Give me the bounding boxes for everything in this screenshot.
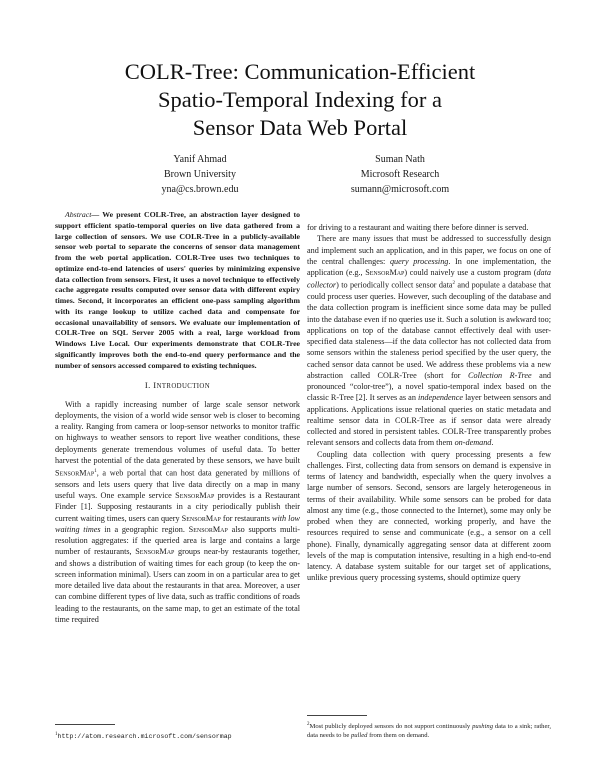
footnote-rule-right xyxy=(307,715,367,716)
intro-paragraph-1: With a rapidly increasing number of large scale sensor network deployments, the vision of a world wide sensor web is closer to becoming a reality. Ranging from camera or loop-sensor networks to monitor traffic on highways to weather sensors to report live weather conditions, these deployments generate tremendous volumes of useful data. To better harvest the potential of the data generated by these sensors, we have built SensorMap$^1$, a web portal that can host data generated by millions of sensors and lets users query that live data directly on a map in many useful ways. One example service SensorMap provides is a Restaurant Finder [1]. Supposing restaurants in a city periodically publish their current waiting times, users can query SensorMap for restaurants with low waiting times in a geographic region. SensorMap also supports multi-resolution aggregates: if the queried area is large and contains a large number of restaurants, SensorMap groups near-by restaurants together, and shows a distribution of waiting times for each group (to keep the on-screen information minimal). Users can zoom in on a particular area to get more detailed live data about the restaurants in that area. Moreover, a user can combine different types of live data, such as traffic conditions of roads leading to the restaurants, on the same map, to get an estimate of the total time required xyxy=(55,399,301,624)
footnote-1-url: http://atom.research.microsoft.com/sensormap xyxy=(57,733,232,741)
author-name: Yanif Ahmad xyxy=(173,154,227,165)
footnote-rule-left xyxy=(55,724,115,725)
author-block-1 xyxy=(100,152,300,197)
footnote-ref-2: 2 xyxy=(452,281,456,287)
intro-paragraph-3: Coupling data collection with query processing presents a few challenges. First, collecting data from sensors on demand is expensive in terms of latency and bandwidth, especially when the query involves a large number of sensors. Second, sensors are largely heterogeneous in terms of their availability. While some sensors can be probed for data almost any time (e.g., those connected to the Internet), some may only be probed when they are connected, working properly, and have the resources required to sense and communicate (e.g., a sensor on a cell phone). Finally, dynamically aggregating sensor data at different zoom levels of the map is computation intensive, resulting in a high end-to-end latency. A database system suitable for our target set of applications, unlike previous query processing systems, should optimize query xyxy=(307,449,551,583)
intro-paragraph-2: There are many issues that must be addressed to successfully design and implement such an application, and in this paper, we focus on one of the central challenges: query processing. In one implementation, the application (e.g., SensorMap) could naively use a custom program (data collector) to periodically collect sensor data$^2$ and populate a database that could process user queries. However, such decoupling of the database and the data collection program is inefficient since some data may be pulled into the database even if no queries use it. Such a solution is awkward too; applications on top of the database cannot effectively deal with user-specified data staleness—if the data collector has not collected data from some sensors within the staleness period specified by the user query, the cached sensor data cannot be used. We address these problems via a new abstraction called COLR-Tree (short for Collection R-Tree and pronounced “color-tree”), a novel spatio-temporal index based on the classic R-Tree [2]. It serves as an independence layer between sensors and applications. Applications issue relational queries on static metadata and realtime sensor data in COLR-Tree as if sensor data were already collected and stored in persistent tables. COLR-Tree transparently probes relevant sensors and collects data from them on-demand. xyxy=(307,234,552,448)
intro-paragraph-1-continued: for driving to a restaurant and waiting there before dinner is served. xyxy=(307,223,529,232)
author-affiliation: Microsoft Research xyxy=(360,169,440,180)
section-heading-introduction: I. INTRODUCTION xyxy=(144,380,211,391)
footnote-2: $^2$Most publicly deployed sensors do not support continuously pushing data to a sink; rather, data needs to be pulled from them on demand. xyxy=(307,722,551,740)
title-line-3: Sensor Data Web Portal xyxy=(192,115,408,140)
abstract xyxy=(55,210,300,371)
author-email: sumann@microsoft.com xyxy=(350,184,450,195)
footnote-1: $^1$http://atom.research.microsoft.com/sensormap xyxy=(55,732,232,741)
title-line-2: Spatio-Temporal Indexing for a xyxy=(158,87,442,112)
author-name: Suman Nath xyxy=(375,154,425,165)
abstract-lead: Abstract xyxy=(65,210,92,219)
abstract-text: — We present COLR-Tree, an abstraction layer designed to support efficient spatio-temporal queries on live data gathered from a large collection of sensors. We use COLR-Tree in a publicly-available sensor web portal to separate the concerns of sensor data management from the web portal application. COLR-Tree uses two techniques to optimize end-to-end latencies of users' queries by minimizing expensive data collection from sensors. First, it uses a novel technique to effectively cache aggregate results computed over sensor data with different expiry times. Second, it incorporates an efficient one-pass sampling algorithm with its range lookup to utilize cached data and compensate for occasional unavailability of sensors. We evaluate our implementation of COLR-Tree on SQL Server 2005 with a real, large workload from Windows Live Local. Our experiments demonstrate that COLR-Tree significantly improves both the end-to-end query performance and the number of sensors accessed compared to existing techniques. xyxy=(55,210,300,370)
author-block-2 xyxy=(300,152,500,197)
footnote-ref-1: 1 xyxy=(94,469,97,474)
title-line-1: COLR-Tree: Communication-Efficient xyxy=(124,59,476,84)
author-affiliation: Brown University xyxy=(164,169,236,180)
left-column xyxy=(55,210,300,625)
author-email: yna@cs.brown.edu xyxy=(161,184,239,195)
paper-title xyxy=(0,58,600,142)
right-column xyxy=(307,222,551,584)
